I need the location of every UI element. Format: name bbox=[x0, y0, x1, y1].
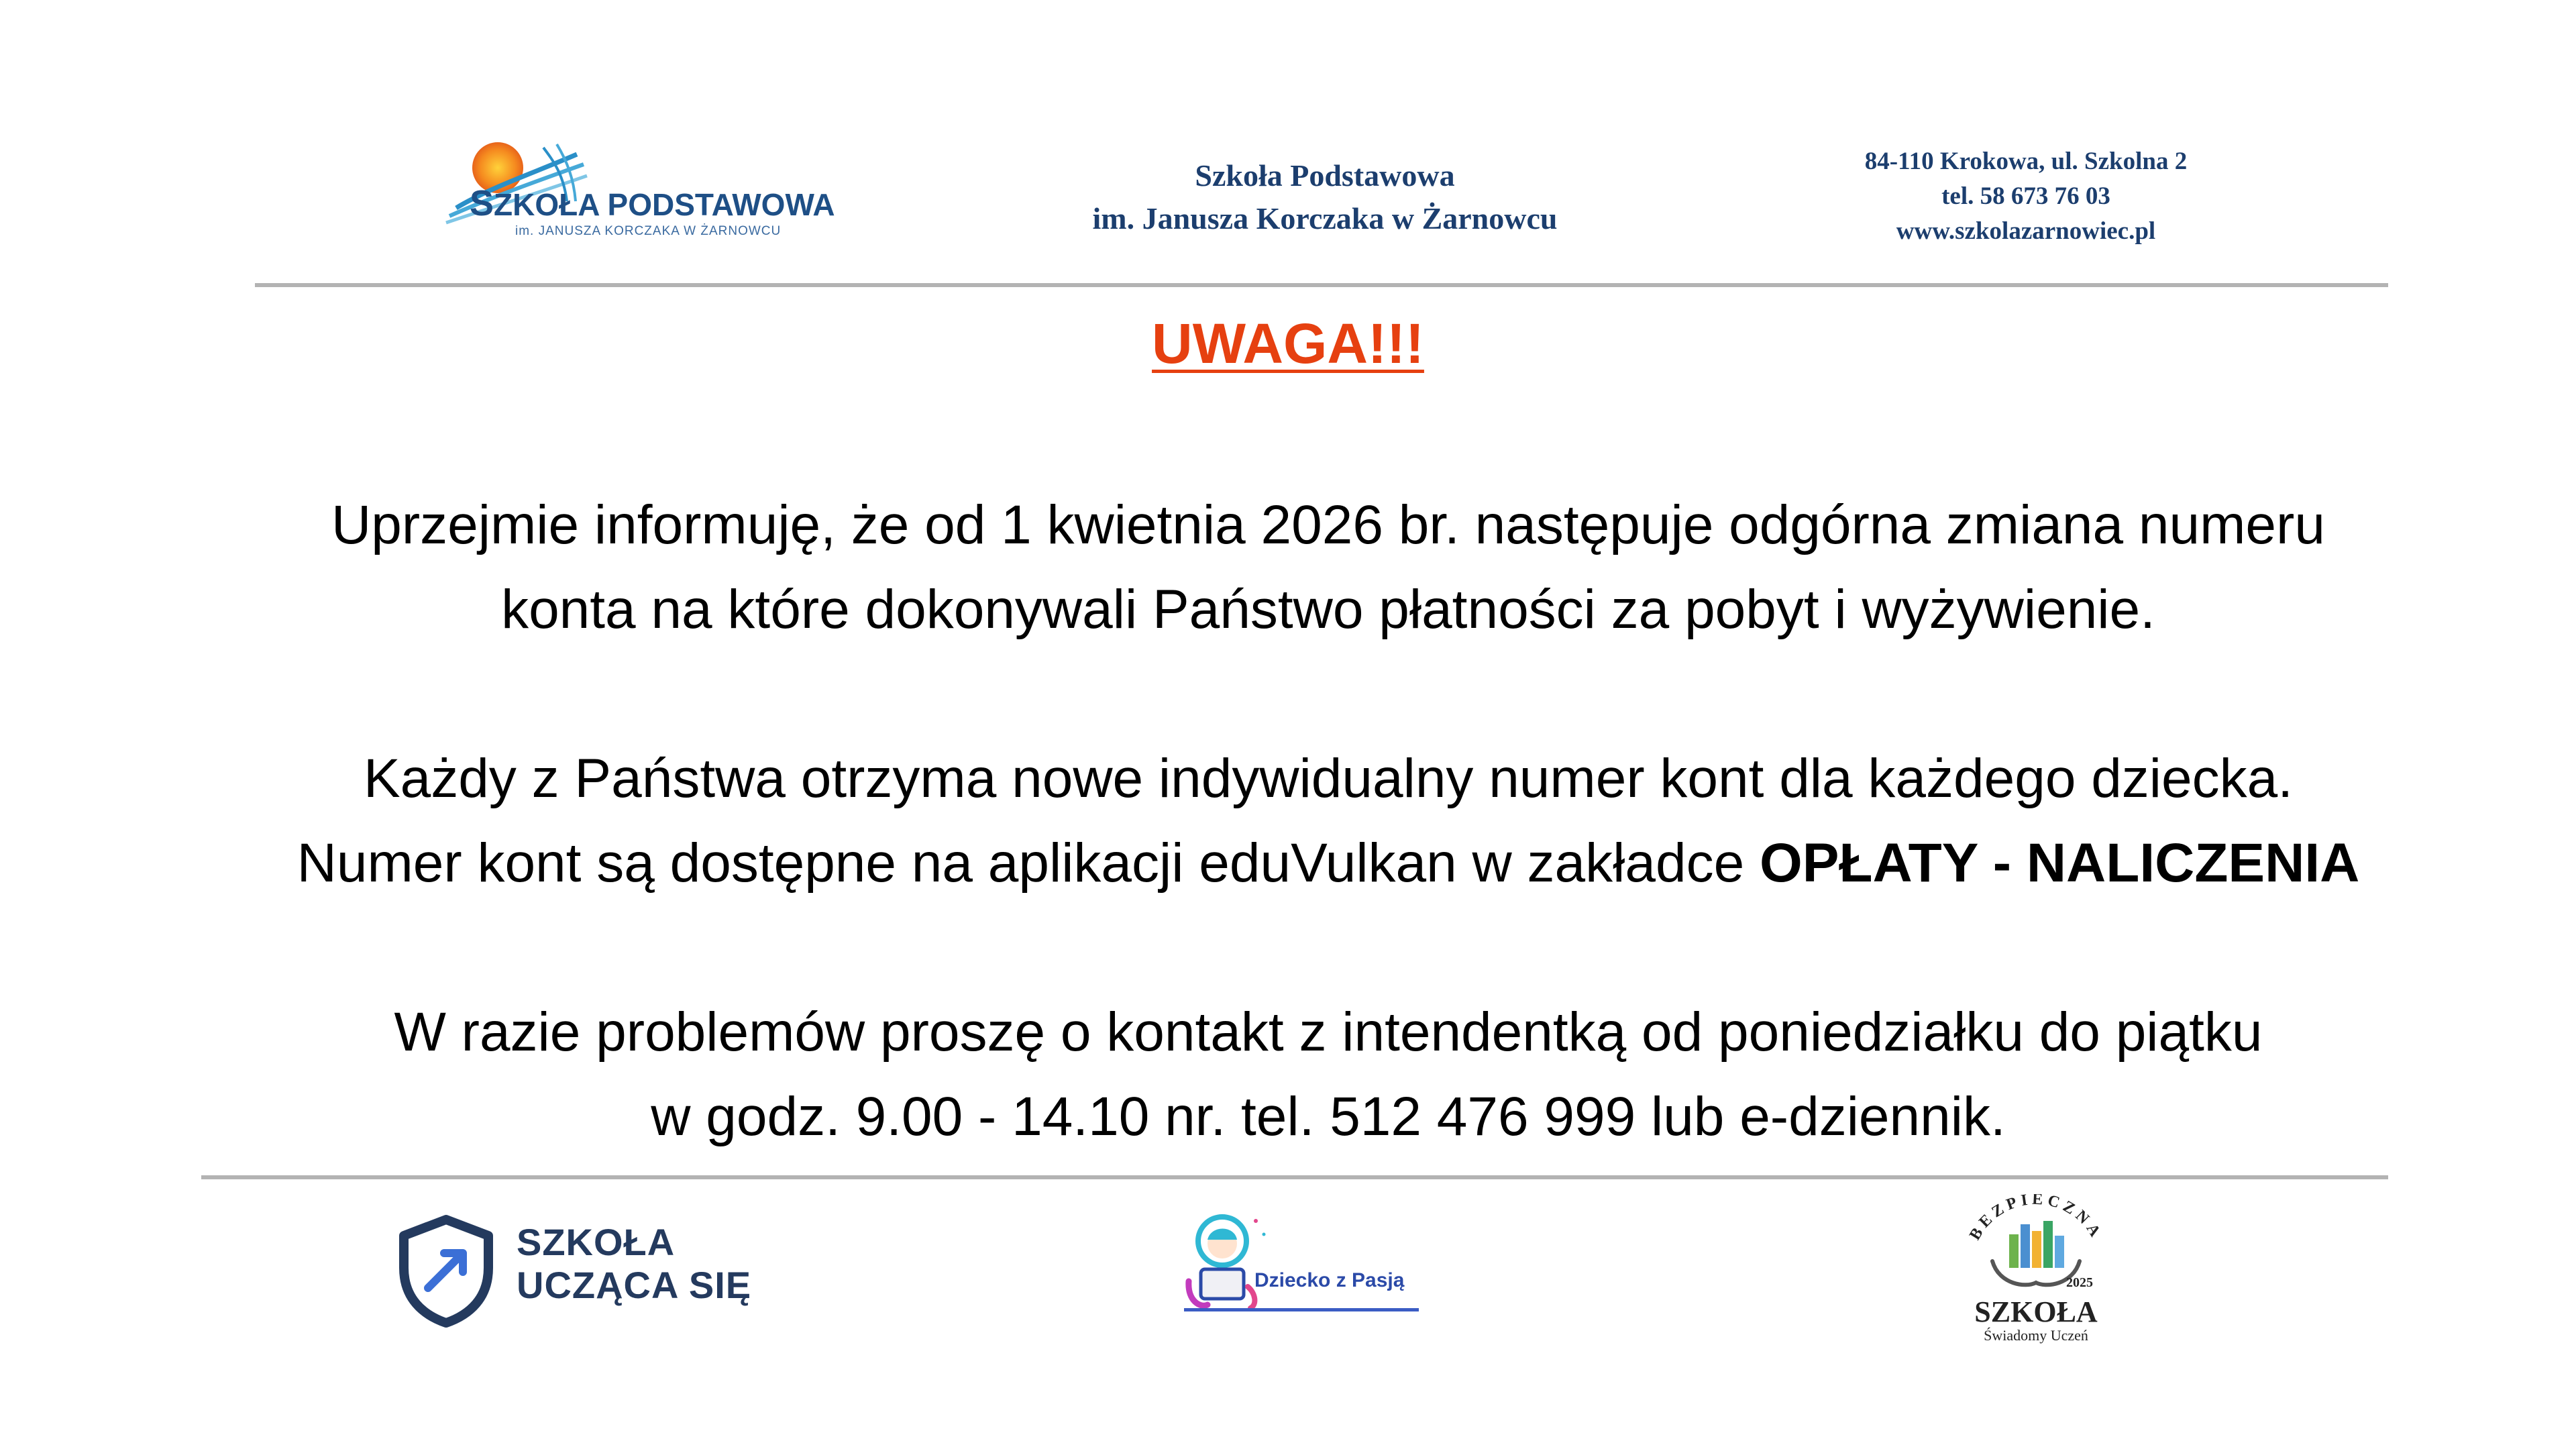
szkola-uczaca-sie-text bbox=[517, 1221, 751, 1307]
paragraph-2-line-2 bbox=[134, 821, 2522, 906]
paragraph-2-line-1: Każdy z Państwa otrzyma nowe indywidualny numer kont dla każdego dziecka. bbox=[363, 748, 2294, 809]
school-name-line2: im. Janusza Korczaka w Żarnowcu bbox=[1092, 201, 1558, 235]
bezpieczna-year: 2025 bbox=[2066, 1275, 2093, 1290]
paragraph-3-line-2: w godz. 9.00 - 14.10 nr. tel. 512 476 999 lub e-dziennik. bbox=[651, 1086, 2006, 1147]
shield-icon bbox=[396, 1214, 496, 1328]
notice-paragraph-2 bbox=[134, 737, 2522, 906]
notice-paragraph-3 bbox=[134, 990, 2522, 1159]
notice-paragraph-1 bbox=[134, 483, 2522, 652]
paragraph-1-line-2: konta na które dokonywali Państwo płatności za pobyt i wyżywienie. bbox=[501, 579, 2155, 640]
school-address bbox=[1811, 144, 2241, 249]
address-street: 84-110 Krokowa, ul. Szkolna 2 bbox=[1864, 148, 2188, 175]
dziecko-z-pasja-label: Dziecko z Pasją bbox=[1254, 1269, 1405, 1291]
dziecko-z-pasja-underline bbox=[1184, 1308, 1419, 1311]
tab-name-highlight: OPŁATY - NALICZENIA bbox=[1759, 833, 2360, 894]
school-logo bbox=[429, 134, 835, 248]
paragraph-1-line-1: Uprzejmie informuję, że od 1 kwietnia 2026 br. następuje odgórna zmiana numeru bbox=[331, 494, 2325, 555]
bezpieczna-szkola-logo bbox=[1945, 1194, 2127, 1348]
paragraph-2-line-2-text: Numer kont są dostępne na aplikacji eduVulkan w zakładce bbox=[297, 833, 1760, 894]
bezpieczna-arc-text: BEZPIECZNA bbox=[1966, 1194, 2106, 1244]
paragraph-3-line-1: W razie problemów proszę o kontakt z intendentką od poniedziałku do piątku bbox=[394, 1002, 2263, 1063]
school-name bbox=[973, 154, 1677, 240]
address-phone: tel. 58 673 76 03 bbox=[1941, 182, 2110, 210]
szkola-uczaca-line1: SZKOŁA bbox=[517, 1221, 676, 1263]
header-divider bbox=[255, 283, 2388, 287]
address-website: www.szkolazarnowiec.pl bbox=[1896, 217, 2156, 245]
logo-school-subtitle: im. JANUSZA KORCZAKA W ŻARNOWCU bbox=[515, 224, 782, 238]
school-name-line1: Szkoła Podstawowa bbox=[1195, 158, 1455, 193]
hands-with-buildings-icon bbox=[1945, 1194, 2127, 1301]
logo-school-title: SZKOŁA PODSTAWOWA bbox=[470, 183, 835, 223]
footer-divider bbox=[201, 1175, 2388, 1179]
dziecko-z-pasja-logo bbox=[1181, 1208, 1422, 1328]
szkola-uczaca-sie-logo bbox=[396, 1208, 752, 1328]
bezpieczna-szkola-title: SZKOŁA bbox=[1974, 1295, 2098, 1328]
child-with-laptop-icon bbox=[1181, 1208, 1268, 1315]
bezpieczna-szkola-subtitle: Świadomy Uczeń bbox=[1984, 1327, 2088, 1344]
szkola-uczaca-line2: UCZĄCA SIĘ bbox=[517, 1264, 752, 1306]
notice-heading: UWAGA!!! bbox=[1152, 312, 1424, 375]
